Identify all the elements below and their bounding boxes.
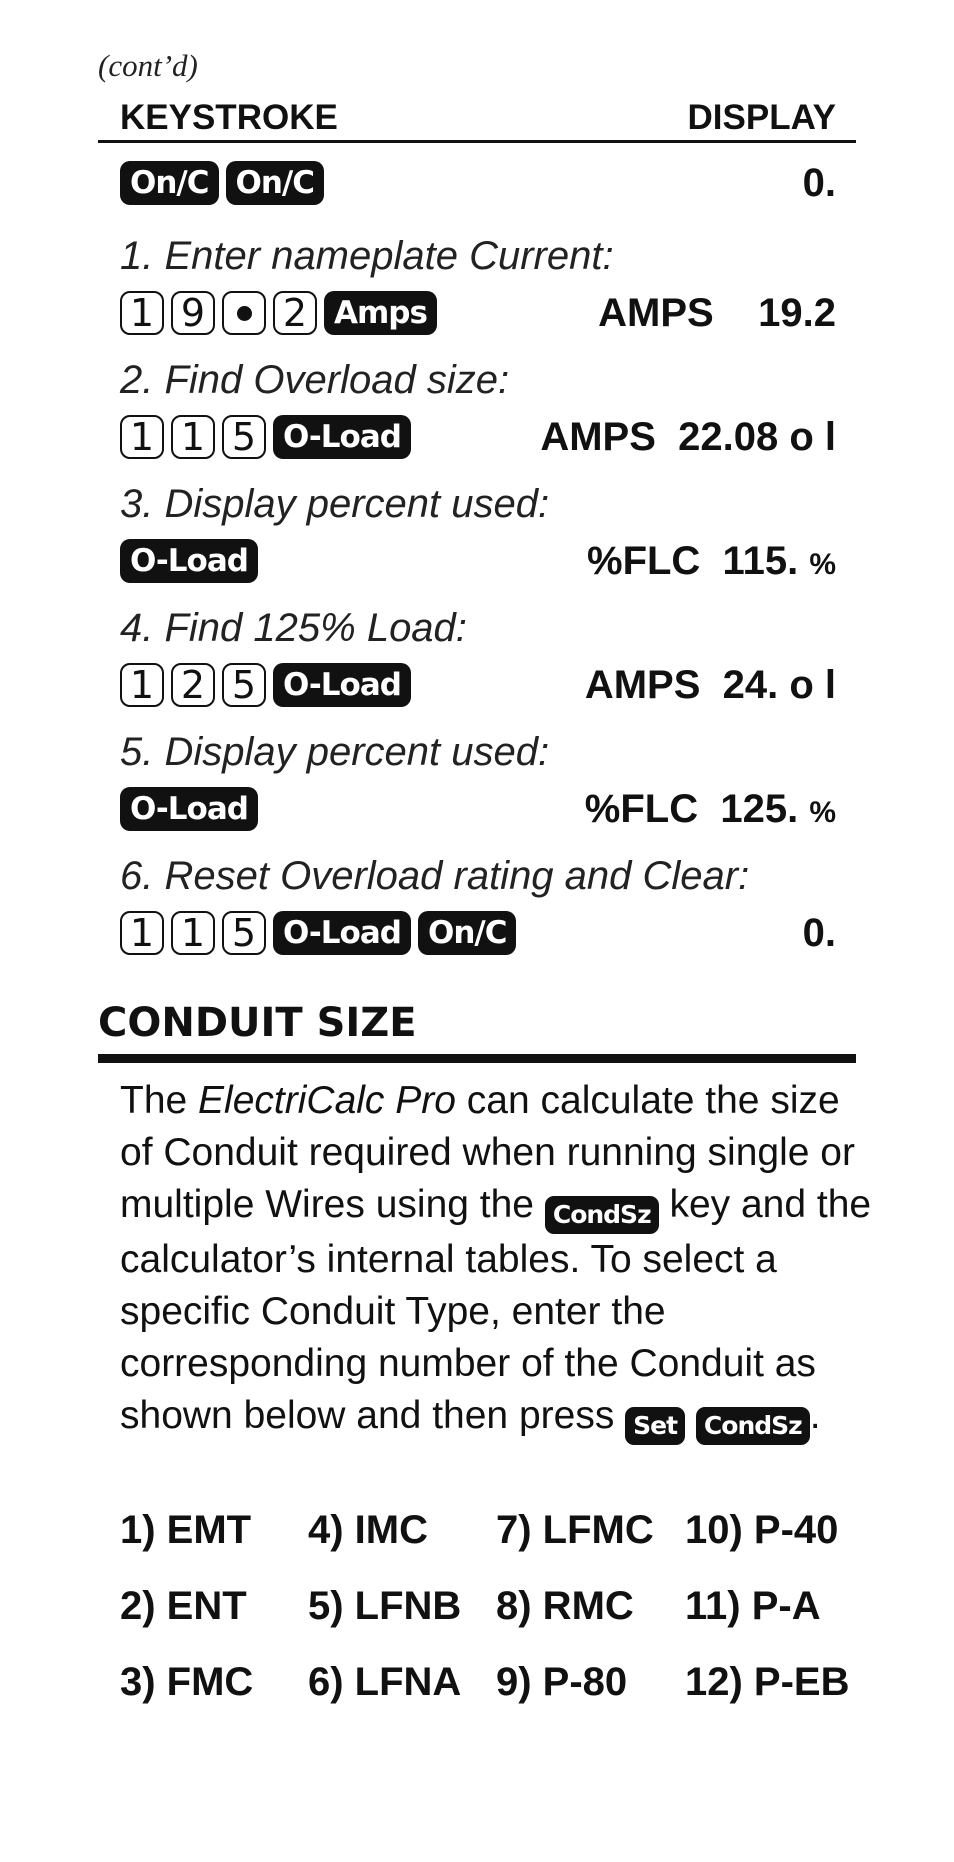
section-paragraph	[120, 1075, 880, 1445]
digit-key: 2	[171, 663, 215, 707]
display-readout	[598, 290, 836, 336]
digit-key: 1	[171, 415, 215, 459]
on-c-key: On/C	[226, 161, 325, 205]
display-readout	[585, 786, 836, 832]
display-value: AMPS 19.2	[598, 291, 836, 335]
keystroke-sequence	[120, 786, 258, 832]
paragraph-text: can calculate the size of Conduit required when running single or multiple Wires using the	[120, 1079, 855, 1226]
keystroke-sequence	[120, 662, 411, 708]
table-header	[98, 96, 856, 143]
display-value: %FLC 125.	[584, 787, 810, 831]
display-column-header: DISPLAY	[687, 98, 836, 137]
keystroke-row	[120, 662, 836, 708]
display-readout	[585, 662, 836, 708]
section-divider	[98, 1054, 856, 1063]
continued-label: (cont’d)	[98, 48, 198, 83]
conduit-row	[120, 1660, 860, 1736]
amps-key: Amps	[324, 291, 437, 335]
conduit-type-item: 4) IMC	[308, 1508, 428, 1552]
display-unit-symbol: %	[809, 548, 836, 581]
conduit-type-item: 10) P-40	[685, 1508, 839, 1552]
conduit-type-item: 1) EMT	[120, 1508, 252, 1552]
on-c-key: On/C	[418, 911, 517, 955]
conduit-type-item: 12) P-EB	[685, 1660, 850, 1704]
o-load-key: O-Load	[273, 911, 411, 955]
digit-key: 1	[120, 663, 164, 707]
digit-key: 2	[273, 291, 317, 335]
condsz-key: CondSz	[545, 1196, 659, 1234]
keystroke-row	[120, 160, 836, 206]
keystroke-column-header: KEYSTROKE	[120, 98, 338, 137]
paragraph-text: key and the calculator’s internal tables. To select a specific Conduit Type, enter the corresponding number of the Conduit as shown below and then press	[120, 1183, 872, 1437]
digit-key: 5	[222, 415, 266, 459]
display-value: %FLC 115.	[587, 539, 810, 583]
conduit-row	[120, 1508, 860, 1584]
step-instruction: 6. Reset Overload rating and Clear:	[120, 854, 750, 898]
digit-key: 5	[222, 663, 266, 707]
display-value: AMPS 22.08 o l	[540, 415, 836, 459]
keystroke-sequence	[120, 414, 411, 460]
keystroke-sequence	[120, 538, 258, 584]
set-key: Set	[625, 1407, 685, 1445]
paragraph-text: The	[120, 1079, 199, 1122]
o-load-key: O-Load	[273, 415, 411, 459]
conduit-type-table	[120, 1508, 860, 1736]
step-instruction: 4. Find 125% Load:	[120, 606, 467, 650]
digit-key: 1	[171, 911, 215, 955]
step-instruction: 1. Enter nameplate Current:	[120, 234, 614, 278]
conduit-type-item: 11) P-A	[685, 1584, 821, 1628]
on-c-key: On/C	[120, 161, 219, 205]
keystroke-sequence	[120, 290, 437, 336]
digit-key: 1	[120, 911, 164, 955]
keystroke-row	[120, 910, 836, 956]
conduit-type-item: 6) LFNA	[308, 1660, 462, 1704]
display-value: 0.	[802, 161, 836, 205]
paragraph-text: .	[809, 1394, 821, 1437]
o-load-key: O-Load	[120, 539, 258, 583]
keystroke-sequence	[120, 160, 324, 206]
conduit-type-item: 9) P-80	[496, 1660, 628, 1704]
conduit-type-item: 5) LFNB	[308, 1584, 462, 1628]
display-readout	[540, 414, 836, 460]
keystroke-row	[120, 786, 836, 832]
conduit-type-item: 2) ENT	[120, 1584, 247, 1628]
digit-key: 1	[120, 291, 164, 335]
conduit-type-item: 7) LFMC	[496, 1508, 654, 1552]
conduit-row	[120, 1584, 860, 1660]
keystroke-row	[120, 290, 836, 336]
display-readout	[803, 910, 836, 956]
digit-key: 9	[171, 291, 215, 335]
keystroke-sequence	[120, 910, 516, 956]
step-instruction: 2. Find Overload size:	[120, 358, 510, 402]
keystroke-row	[120, 538, 836, 584]
display-unit-symbol: %	[809, 796, 836, 829]
decimal-point-key	[222, 291, 266, 335]
digit-key: 1	[120, 415, 164, 459]
section-title: CONDUIT SIZE	[98, 1000, 417, 1046]
conduit-type-item: 8) RMC	[496, 1584, 634, 1628]
o-load-key: O-Load	[120, 787, 258, 831]
display-value: 0.	[802, 911, 836, 955]
display-readout	[587, 538, 836, 584]
step-instruction: 5. Display percent used:	[120, 730, 550, 774]
display-value: AMPS 24. o l	[584, 663, 836, 707]
display-readout	[803, 160, 836, 206]
condsz-key: CondSz	[696, 1407, 810, 1445]
o-load-key: O-Load	[273, 663, 411, 707]
step-instruction: 3. Display percent used:	[120, 482, 550, 526]
product-name: ElectriCalc Pro	[198, 1079, 456, 1122]
keystroke-row	[120, 414, 836, 460]
digit-key: 5	[222, 911, 266, 955]
conduit-type-item: 3) FMC	[120, 1660, 254, 1704]
